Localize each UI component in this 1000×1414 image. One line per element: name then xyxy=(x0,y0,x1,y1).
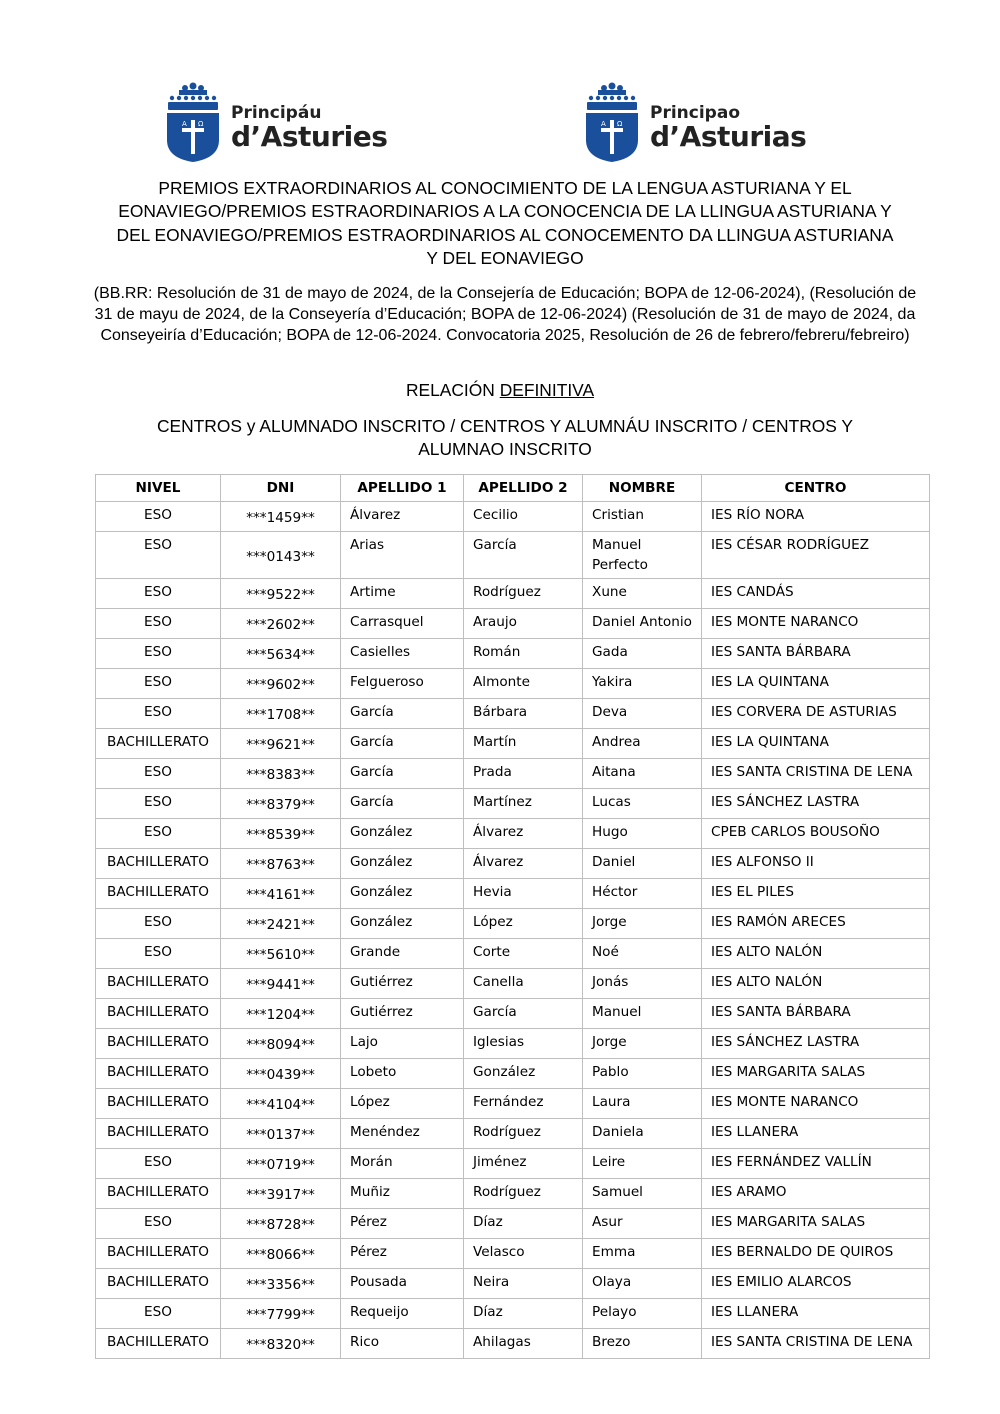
document-subtitle: (BB.RR: Resolución de 31 de mayo de 2024, de la Consejería de Educación; BOPA de 12-06-2024), (Resolución de 31 de mayu de 2024, de la Conseyería d’Educación; BOPA de 12-06-2024) (Resolución de 31 de mayo de 2024, da Conseyeiría d’Educación; BOPA de 12-06-2024. Convocatoria 2025, Resolución de 26 de febrero/febreru/febreiro) xyxy=(93,285,917,344)
cell-nombre: Daniel xyxy=(583,849,702,879)
table-row xyxy=(96,1299,930,1329)
cell-centro: IES SÁNCHEZ LASTRA xyxy=(702,789,930,819)
cell-nombre: Daniela xyxy=(583,1119,702,1149)
cell-apellido-1: Rico xyxy=(341,1329,464,1359)
logo-line1: Principáu xyxy=(231,103,322,123)
table-row xyxy=(96,699,930,729)
cell-nivel: ESO xyxy=(96,909,221,939)
cell-apellido-2: Martín xyxy=(464,729,583,759)
table-row xyxy=(96,1269,930,1299)
table-row xyxy=(96,669,930,699)
cell-apellido-1: González xyxy=(341,909,464,939)
cell-dni xyxy=(221,849,341,879)
cell-nombre: Jorge xyxy=(583,909,702,939)
cell-nombre: Lucas xyxy=(583,789,702,819)
svg-text:A: A xyxy=(601,120,606,128)
cell-apellido-1: Casielles xyxy=(341,639,464,669)
dni-value: ***1459** xyxy=(246,510,315,526)
asturias-shield-icon xyxy=(582,82,642,162)
cell-apellido-2: Almonte xyxy=(464,669,583,699)
cell-centro: CPEB CARLOS BOUSOÑO xyxy=(702,819,930,849)
cell-apellido-2: Álvarez xyxy=(464,819,583,849)
cell-centro: IES BERNALDO DE QUIROS xyxy=(702,1239,930,1269)
cell-centro: IES MARGARITA SALAS xyxy=(702,1059,930,1089)
cell-apellido-2: Bárbara xyxy=(464,699,583,729)
cell-centro: IES SANTA BÁRBARA xyxy=(702,639,930,669)
cell-nivel: ESO xyxy=(96,502,221,532)
cell-dni xyxy=(221,1149,341,1179)
cell-dni xyxy=(221,1269,341,1299)
cell-apellido-1: Arias xyxy=(341,532,464,579)
cell-dni xyxy=(221,1239,341,1269)
cell-nombre: Yakira xyxy=(583,669,702,699)
cell-dni xyxy=(221,1329,341,1359)
dni-value: ***7799** xyxy=(246,1307,315,1323)
cell-nombre: Gada xyxy=(583,639,702,669)
cell-apellido-2: Cecilio xyxy=(464,502,583,532)
cell-centro: IES LLANERA xyxy=(702,1299,930,1329)
cell-centro: IES ALTO NALÓN xyxy=(702,969,930,999)
table-row xyxy=(96,939,930,969)
table-body xyxy=(96,502,930,1359)
cell-apellido-1: González xyxy=(341,879,464,909)
cell-centro: IES MONTE NARANCO xyxy=(702,609,930,639)
cell-nivel: BACHILLERATO xyxy=(96,1089,221,1119)
cell-nivel: BACHILLERATO xyxy=(96,1059,221,1089)
cell-centro: IES EL PILES xyxy=(702,879,930,909)
cell-apellido-1: Grande xyxy=(341,939,464,969)
table-row xyxy=(96,1059,930,1089)
cell-nombre: Manuel xyxy=(583,999,702,1029)
cell-nivel: ESO xyxy=(96,669,221,699)
relacion-prefix: RELACIÓN xyxy=(405,380,500,400)
cell-nivel: ESO xyxy=(96,609,221,639)
cell-dni xyxy=(221,939,341,969)
cell-apellido-2: Fernández xyxy=(464,1089,583,1119)
cell-apellido-2: Araujo xyxy=(464,609,583,639)
table-row xyxy=(96,609,930,639)
cell-apellido-1: Gutiérrez xyxy=(341,969,464,999)
dni-value: ***9522** xyxy=(246,587,315,603)
cell-apellido-2: López xyxy=(464,909,583,939)
table-header-row xyxy=(96,475,930,502)
cell-nivel: BACHILLERATO xyxy=(96,729,221,759)
cell-nivel: BACHILLERATO xyxy=(96,969,221,999)
cell-dni xyxy=(221,609,341,639)
table-row xyxy=(96,532,930,579)
dni-value: ***2602** xyxy=(246,617,315,633)
table-row xyxy=(96,789,930,819)
dni-value: ***5634** xyxy=(246,647,315,663)
cell-apellido-2: Jiménez xyxy=(464,1149,583,1179)
dni-value: ***9602** xyxy=(246,677,315,693)
cell-nombre: Daniel Antonio xyxy=(583,609,702,639)
cell-apellido-2: García xyxy=(464,999,583,1029)
table-row xyxy=(96,639,930,669)
cell-centro: IES RAMÓN ARECES xyxy=(702,909,930,939)
cell-centro: IES ARAMO xyxy=(702,1179,930,1209)
cell-nombre: Cristian xyxy=(583,502,702,532)
cell-centro: IES FERNÁNDEZ VALLÍN xyxy=(702,1149,930,1179)
dni-value: ***8320** xyxy=(246,1337,315,1353)
cell-apellido-2: Neira xyxy=(464,1269,583,1299)
table-row xyxy=(96,1239,930,1269)
header-centro: CENTRO xyxy=(702,475,930,502)
cell-dni xyxy=(221,1029,341,1059)
cell-apellido-2: Canella xyxy=(464,969,583,999)
cell-centro: IES ALTO NALÓN xyxy=(702,939,930,969)
cell-nivel: BACHILLERATO xyxy=(96,1329,221,1359)
cell-centro: IES EMILIO ALARCOS xyxy=(702,1269,930,1299)
cell-nombre: Leire xyxy=(583,1149,702,1179)
cell-nombre: Brezo xyxy=(583,1329,702,1359)
cell-apellido-1: Álvarez xyxy=(341,502,464,532)
cell-nivel: BACHILLERATO xyxy=(96,999,221,1029)
cell-dni xyxy=(221,999,341,1029)
table-row xyxy=(96,1209,930,1239)
cell-apellido-2: Hevia xyxy=(464,879,583,909)
cell-nombre: Jorge xyxy=(583,1029,702,1059)
cell-nivel: ESO xyxy=(96,819,221,849)
cell-apellido-1: Lajo xyxy=(341,1029,464,1059)
dni-value: ***3356** xyxy=(246,1277,315,1293)
table-row xyxy=(96,849,930,879)
dni-value: ***9441** xyxy=(246,977,315,993)
header-apellido-2: APELLIDO 2 xyxy=(464,475,583,502)
cell-dni xyxy=(221,969,341,999)
dni-value: ***8066** xyxy=(246,1247,315,1263)
cell-centro: IES SANTA CRISTINA DE LENA xyxy=(702,759,930,789)
header-nivel: NIVEL xyxy=(96,475,221,502)
cell-apellido-1: Lobeto xyxy=(341,1059,464,1089)
cell-apellido-2: Díaz xyxy=(464,1209,583,1239)
cell-centro: IES LA QUINTANA xyxy=(702,729,930,759)
cell-apellido-1: Felgueroso xyxy=(341,669,464,699)
cell-centro: IES SÁNCHEZ LASTRA xyxy=(702,1029,930,1059)
cell-apellido-2: Corte xyxy=(464,939,583,969)
cell-centro: IES SANTA BÁRBARA xyxy=(702,999,930,1029)
cell-dni xyxy=(221,699,341,729)
cell-apellido-1: Artime xyxy=(341,579,464,609)
dni-value: ***0137** xyxy=(246,1127,315,1143)
cell-nombre: Emma xyxy=(583,1239,702,1269)
cell-nivel: BACHILLERATO xyxy=(96,1029,221,1059)
dni-value: ***0143** xyxy=(246,548,315,565)
cell-nivel: ESO xyxy=(96,1209,221,1239)
cell-dni xyxy=(221,579,341,609)
dni-value: ***1204** xyxy=(246,1007,315,1023)
cell-apellido-1: Gutiérrez xyxy=(341,999,464,1029)
cell-apellido-1: García xyxy=(341,729,464,759)
cell-apellido-1: García xyxy=(341,699,464,729)
logo-line2: d’Asturies xyxy=(231,120,388,153)
cell-apellido-2: Iglesias xyxy=(464,1029,583,1059)
logo-line2: d’Asturias xyxy=(650,120,807,153)
cell-apellido-2: Velasco xyxy=(464,1239,583,1269)
dni-value: ***0439** xyxy=(246,1067,315,1083)
table-row xyxy=(96,1149,930,1179)
cell-apellido-2: Rodríguez xyxy=(464,579,583,609)
cell-apellido-1: González xyxy=(341,849,464,879)
cell-dni xyxy=(221,502,341,532)
dni-value: ***4161** xyxy=(246,887,315,903)
cell-apellido-2: Ahilagas xyxy=(464,1329,583,1359)
cell-apellido-2: González xyxy=(464,1059,583,1089)
dni-value: ***8094** xyxy=(246,1037,315,1053)
relacion-definitiva: DEFINITIVA xyxy=(499,380,595,400)
table-row xyxy=(96,1329,930,1359)
logo-text xyxy=(231,104,387,152)
dni-value: ***5610** xyxy=(246,947,315,963)
cell-dni xyxy=(221,1059,341,1089)
table-row xyxy=(96,819,930,849)
cell-nombre: Aitana xyxy=(583,759,702,789)
cell-nombre: Andrea xyxy=(583,729,702,759)
cell-nivel: ESO xyxy=(96,759,221,789)
cell-dni xyxy=(221,532,341,579)
cell-apellido-1: García xyxy=(341,789,464,819)
cell-centro: IES ALFONSO II xyxy=(702,849,930,879)
cell-apellido-2: Díaz xyxy=(464,1299,583,1329)
cell-apellido-2: Martínez xyxy=(464,789,583,819)
cell-nivel: ESO xyxy=(96,532,221,579)
cell-apellido-1: Requeijo xyxy=(341,1299,464,1329)
cell-nivel: ESO xyxy=(96,639,221,669)
cell-dni xyxy=(221,909,341,939)
cell-apellido-1: Carrasquel xyxy=(341,609,464,639)
cell-nivel: BACHILLERATO xyxy=(96,1179,221,1209)
dni-value: ***8379** xyxy=(246,797,315,813)
cell-apellido-2: Prada xyxy=(464,759,583,789)
cell-apellido-2: Rodríguez xyxy=(464,1179,583,1209)
dni-value: ***8728** xyxy=(246,1217,315,1233)
dni-value: ***0719** xyxy=(246,1157,315,1173)
cell-nivel: ESO xyxy=(96,789,221,819)
cell-dni xyxy=(221,1119,341,1149)
cell-apellido-1: Menéndez xyxy=(341,1119,464,1149)
cell-nombre: Asur xyxy=(583,1209,702,1239)
cell-nombre: Hugo xyxy=(583,819,702,849)
dni-value: ***8383** xyxy=(246,767,315,783)
table-row xyxy=(96,1089,930,1119)
logo-line1: Principao xyxy=(650,103,740,123)
table-row xyxy=(96,729,930,759)
table-row xyxy=(96,579,930,609)
dni-value: ***4104** xyxy=(246,1097,315,1113)
cell-apellido-1: López xyxy=(341,1089,464,1119)
table-row xyxy=(96,999,930,1029)
cell-nivel: BACHILLERATO xyxy=(96,1239,221,1269)
cell-apellido-2: Rodríguez xyxy=(464,1119,583,1149)
cell-apellido-1: Pousada xyxy=(341,1269,464,1299)
header-apellido-1: APELLIDO 1 xyxy=(341,475,464,502)
centros-heading: CENTROS y ALUMNADO INSCRITO / CENTROS Y ALUMNÁU INSCRITO / CENTROS Y ALUMNAO INSCRITO xyxy=(156,416,854,459)
cell-apellido-1: Muñiz xyxy=(341,1179,464,1209)
cell-apellido-1: González xyxy=(341,819,464,849)
cell-nivel: BACHILLERATO xyxy=(96,879,221,909)
cell-dni xyxy=(221,729,341,759)
dni-value: ***8539** xyxy=(246,827,315,843)
cell-centro: IES LLANERA xyxy=(702,1119,930,1149)
cell-dni xyxy=(221,789,341,819)
cell-nivel: ESO xyxy=(96,1149,221,1179)
cell-dni xyxy=(221,759,341,789)
logos-header xyxy=(0,82,1000,164)
header-dni: DNI xyxy=(221,475,341,502)
svg-text:Ω: Ω xyxy=(617,120,623,128)
dni-value: ***9621** xyxy=(246,737,315,753)
cell-nombre: Xune xyxy=(583,579,702,609)
cell-apellido-2: Álvarez xyxy=(464,849,583,879)
cell-dni xyxy=(221,819,341,849)
cell-dni xyxy=(221,1179,341,1209)
cell-centro: IES CÉSAR RODRÍGUEZ xyxy=(702,532,930,579)
cell-dni xyxy=(221,1299,341,1329)
cell-centro: IES SANTA CRISTINA DE LENA xyxy=(702,1329,930,1359)
cell-centro: IES RÍO NORA xyxy=(702,502,930,532)
cell-nivel: ESO xyxy=(96,1299,221,1329)
cell-nivel: ESO xyxy=(96,939,221,969)
cell-dni xyxy=(221,1089,341,1119)
cell-apellido-2: García xyxy=(464,532,583,579)
table-row xyxy=(96,759,930,789)
svg-text:Ω: Ω xyxy=(198,120,204,128)
cell-nombre: Pelayo xyxy=(583,1299,702,1329)
cell-dni xyxy=(221,669,341,699)
svg-text:A: A xyxy=(182,120,187,128)
cell-nombre: Héctor xyxy=(583,879,702,909)
table-row xyxy=(96,502,930,532)
cell-apellido-1: García xyxy=(341,759,464,789)
cell-apellido-1: Pérez xyxy=(341,1209,464,1239)
table-row xyxy=(96,1119,930,1149)
cell-centro: IES MARGARITA SALAS xyxy=(702,1209,930,1239)
cell-apellido-1: Morán xyxy=(341,1149,464,1179)
cell-nivel: BACHILLERATO xyxy=(96,1269,221,1299)
cell-nivel: ESO xyxy=(96,699,221,729)
cell-nombre: Olaya xyxy=(583,1269,702,1299)
dni-value: ***8763** xyxy=(246,857,315,873)
cell-nombre: Jonás xyxy=(583,969,702,999)
asturias-shield-icon xyxy=(163,82,223,162)
relacion-heading xyxy=(0,379,1000,401)
cell-centro: IES CANDÁS xyxy=(702,579,930,609)
logo-text xyxy=(650,104,806,152)
cell-nivel: BACHILLERATO xyxy=(96,1119,221,1149)
cell-nivel: ESO xyxy=(96,579,221,609)
students-table xyxy=(95,474,930,1359)
cell-centro: IES MONTE NARANCO xyxy=(702,1089,930,1119)
dni-value: ***1708** xyxy=(246,707,315,723)
cell-centro: IES CORVERA DE ASTURIAS xyxy=(702,699,930,729)
table-row xyxy=(96,909,930,939)
dni-value: ***2421** xyxy=(246,917,315,933)
cell-nombre: Deva xyxy=(583,699,702,729)
dni-value: ***3917** xyxy=(246,1187,315,1203)
cell-dni xyxy=(221,639,341,669)
cell-nombre: Manuel Perfecto xyxy=(583,532,702,579)
cell-dni xyxy=(221,1209,341,1239)
table-row xyxy=(96,879,930,909)
cell-dni xyxy=(221,879,341,909)
cell-nombre: Samuel xyxy=(583,1179,702,1209)
document-title: PREMIOS EXTRAORDINARIOS AL CONOCIMIENTO DE LA LENGUA ASTURIANA Y EL EONAVIEGO/PREMIOS ESTRAORDINARIOS A LA CONOCENCIA DE LA LLINGUA ASTURIANA Y DEL EONAVIEGO/PREMIOS ESTRAORDINARIOS AL CONOCEMENTO DA LLINGUA ASTURIANA Y DEL EONAVIEGO xyxy=(116,178,894,268)
cell-nombre: Pablo xyxy=(583,1059,702,1089)
table-row xyxy=(96,1029,930,1059)
cell-nivel: BACHILLERATO xyxy=(96,849,221,879)
cell-centro: IES LA QUINTANA xyxy=(702,669,930,699)
cell-apellido-1: Pérez xyxy=(341,1239,464,1269)
table-row xyxy=(96,1179,930,1209)
cell-apellido-2: Román xyxy=(464,639,583,669)
header-nombre: NOMBRE xyxy=(583,475,702,502)
table-row xyxy=(96,969,930,999)
cell-nombre: Laura xyxy=(583,1089,702,1119)
cell-nombre: Noé xyxy=(583,939,702,969)
